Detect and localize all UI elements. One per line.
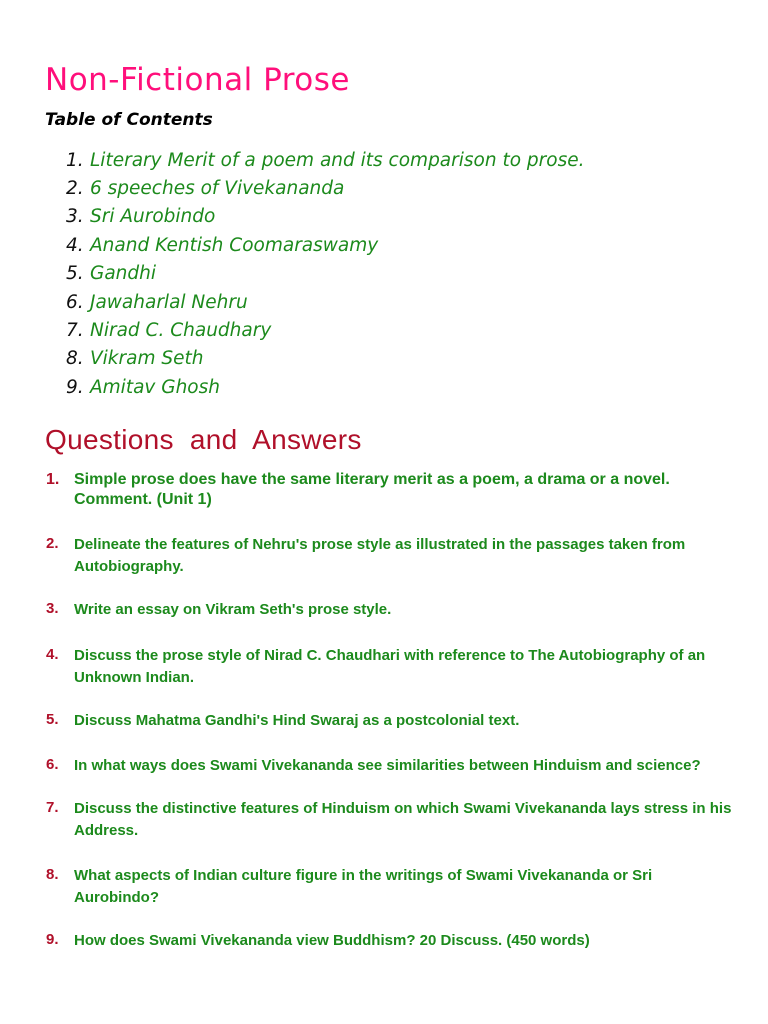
toc-text: Jawaharlal Nehru	[90, 291, 248, 313]
question-item	[46, 930, 736, 952]
question-number: 3.	[46, 600, 59, 617]
toc-text: Sri Aurobindo	[90, 206, 216, 228]
toc-item	[66, 203, 584, 231]
toc-number: 1.	[66, 149, 84, 171]
toc-heading: Table of Contents	[45, 110, 213, 130]
question-text: Discuss Mahatma Gandhi's Hind Swaraj as a postcolonial text.	[74, 712, 520, 729]
question-text: Discuss the prose style of Nirad C. Chaudhari with reference to The Autobiography of an Unknown Indian.	[74, 647, 706, 686]
question-item	[46, 534, 736, 578]
toc-number: 8.	[66, 348, 84, 370]
toc-number: 7.	[66, 320, 84, 342]
question-number: 4.	[46, 646, 59, 663]
question-text: How does Swami Vivekananda view Buddhism? 20 Discuss. (450 words)	[74, 932, 590, 949]
toc-text: Nirad C. Chaudhary	[90, 320, 272, 342]
toc-item	[66, 316, 584, 344]
document-title: Non-Fictional Prose	[45, 62, 350, 98]
toc-text: Literary Merit of a poem and its comparison to prose.	[90, 149, 585, 171]
toc-number: 4.	[66, 234, 84, 256]
toc-text: 6 speeches of Vivekananda	[90, 178, 345, 200]
question-text: What aspects of Indian culture figure in the writings of Swami Vivekananda or Sri Aurobindo?	[74, 867, 653, 906]
toc-item	[66, 260, 584, 288]
toc-item	[66, 231, 584, 259]
toc-item	[66, 345, 584, 373]
toc-number: 3.	[66, 206, 84, 228]
question-item	[46, 865, 736, 909]
toc-text: Vikram Seth	[90, 348, 204, 370]
toc-text: Gandhi	[90, 263, 157, 285]
question-item	[46, 798, 736, 842]
question-text: Discuss the distinctive features of Hinduism on which Swami Vivekananda lays stress in his Address.	[74, 800, 732, 839]
question-number: 1.	[46, 471, 60, 488]
question-text: Simple prose does have the same literary merit as a poem, a drama or a novel. Comment. (Unit 1)	[74, 471, 670, 508]
question-text: Delineate the features of Nehru's prose style as illustrated in the passages taken from Autobiography.	[74, 536, 686, 575]
toc-text: Anand Kentish Coomaraswamy	[90, 234, 379, 256]
toc-number: 6.	[66, 291, 84, 313]
question-number: 5.	[46, 711, 59, 728]
question-item	[46, 645, 736, 689]
question-item	[46, 755, 736, 777]
question-item	[46, 710, 736, 732]
question-number: 8.	[46, 866, 59, 883]
table-of-contents	[66, 146, 584, 402]
toc-item	[66, 288, 584, 316]
toc-text: Amitav Ghosh	[90, 376, 220, 398]
toc-number: 5.	[66, 263, 84, 285]
question-text: Write an essay on Vikram Seth's prose style.	[74, 601, 392, 618]
toc-number: 2.	[66, 178, 84, 200]
question-number: 7.	[46, 799, 59, 816]
qa-heading: Questions and Answers	[45, 424, 362, 455]
toc-item	[66, 174, 584, 202]
question-text: In what ways does Swami Vivekananda see similarities between Hinduism and science?	[74, 757, 701, 774]
question-number: 9.	[46, 931, 59, 948]
question-number: 2.	[46, 535, 59, 552]
toc-item	[66, 373, 584, 401]
toc-number: 9.	[66, 376, 84, 398]
question-item	[46, 599, 736, 621]
question-item	[46, 470, 736, 510]
toc-item	[66, 146, 584, 174]
question-number: 6.	[46, 756, 59, 773]
